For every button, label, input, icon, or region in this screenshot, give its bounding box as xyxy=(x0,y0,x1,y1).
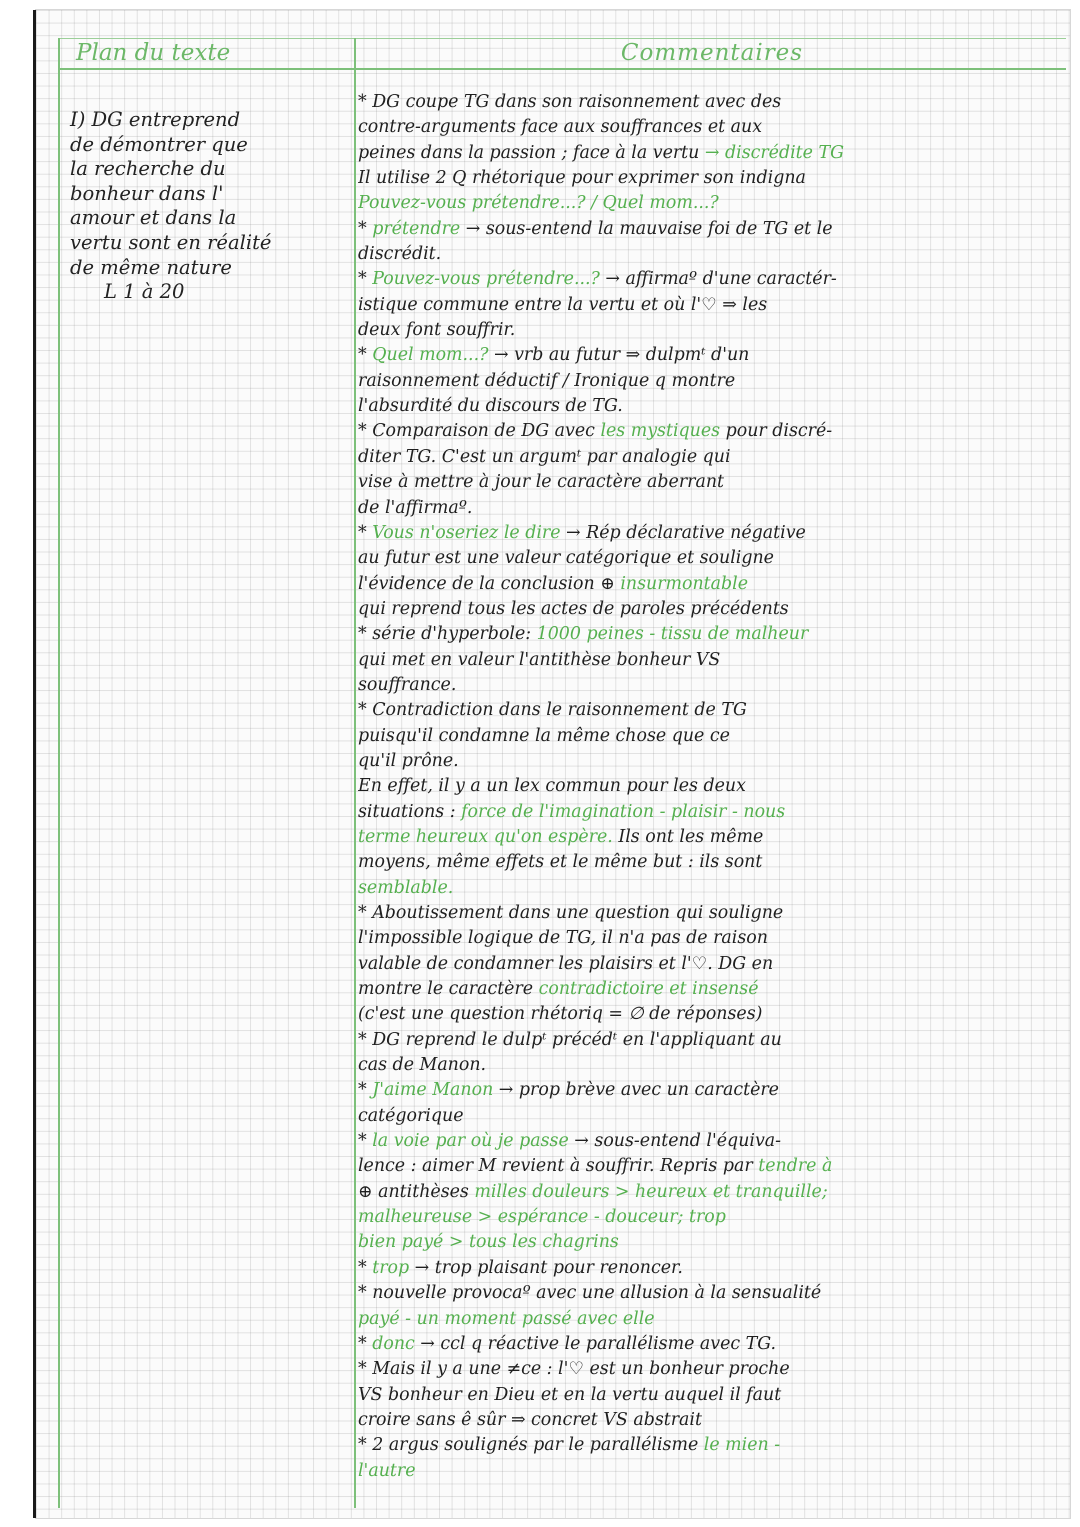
commentary-line xyxy=(358,774,1070,799)
plan-line: de démontrer que xyxy=(70,132,248,156)
commentary-text: * Contradiction dans le raisonnement de TG xyxy=(358,700,747,721)
commentary-text: raisonnement déductif / Ironique q montre xyxy=(358,370,736,391)
commentary-text: montre le caractère xyxy=(358,979,539,1000)
commentary-line xyxy=(358,343,1070,368)
commentary-line xyxy=(358,1383,1070,1408)
commentary-line xyxy=(358,698,1070,723)
commentary-text: * xyxy=(358,1131,373,1152)
commentary-line xyxy=(358,648,1070,673)
commentary-line xyxy=(358,141,1070,166)
highlighted-quote: payé - un moment passé avec elle xyxy=(358,1308,655,1329)
plan-line: vertu sont en réalité xyxy=(70,230,272,254)
highlighted-quote: J'aime Manon xyxy=(372,1080,494,1101)
highlighted-quote: Pouvez-vous prétendre...? xyxy=(372,269,600,290)
commentary-text: moyens, même effets et le même but : ils sont xyxy=(358,852,763,873)
commentary-line xyxy=(358,1307,1070,1332)
commentary-line xyxy=(358,1205,1070,1230)
highlighted-quote: 1000 peines - tissu de malheur xyxy=(536,624,809,645)
highlighted-quote: l'autre xyxy=(358,1460,416,1481)
commentary-text: * xyxy=(358,269,373,290)
commentary-text: → affirmaº d'une caractér- xyxy=(599,269,837,290)
commentary-text: pour discré- xyxy=(720,421,833,442)
commentary-line xyxy=(358,1459,1070,1484)
commentary-text: au futur est une valeur catégorique et souligne xyxy=(358,548,774,569)
commentary-text: croire sans ê sûr ⇒ concret VS abstrait xyxy=(358,1409,702,1430)
commentary-line xyxy=(358,1028,1070,1053)
commentary-text: * DG coupe TG dans son raisonnement avec des xyxy=(358,92,782,112)
commentary-line xyxy=(358,267,1070,292)
commentary-line xyxy=(358,1180,1070,1205)
commentary-line xyxy=(358,521,1070,546)
commentary-text: vise à mettre à jour le caractère aberrant xyxy=(358,472,725,493)
commentary-line xyxy=(358,318,1070,343)
commentary-column xyxy=(358,90,1070,1484)
commentary-text: qui met en valeur l'antithèse bonheur VS xyxy=(358,649,721,670)
commentary-text: catégorique xyxy=(358,1105,464,1126)
commentary-line xyxy=(358,825,1070,850)
commentary-text: * xyxy=(358,1080,373,1101)
commentary-line xyxy=(358,1154,1070,1179)
commentary-line xyxy=(358,901,1070,926)
commentary-text: * Mais il y a une ≠ce : l'♡ est un bonheur proche xyxy=(358,1359,790,1380)
commentary-line xyxy=(358,115,1070,140)
plan-line: bonheur dans l' xyxy=(70,181,224,205)
commentary-text: * DG reprend le dulpᵗ précédᵗ en l'appliquant au xyxy=(358,1029,782,1050)
commentary-text: discrédit. xyxy=(358,244,442,265)
highlighted-quote: contradictoire et insensé xyxy=(538,979,759,1000)
commentary-column-header: Commentaires xyxy=(620,40,804,66)
commentary-line xyxy=(358,1408,1070,1433)
highlighted-quote: terme heureux qu'on espère. xyxy=(358,826,613,847)
commentary-text: Il utilise 2 Q rhétorique pour exprimer son indigna xyxy=(358,168,806,189)
plan-line: de même nature xyxy=(70,255,232,279)
commentary-text: → sous-entend la mauvaise foi de TG et le xyxy=(460,218,833,239)
commentary-text: contre-arguments face aux souffrances et aux xyxy=(358,117,763,138)
commentary-line xyxy=(358,1053,1070,1078)
commentary-text: de l'affirmaº. xyxy=(358,497,473,518)
commentary-line xyxy=(358,1281,1070,1306)
commentary-line xyxy=(358,800,1070,825)
commentary-text: valable de condamner les plaisirs et l'♡. DG en xyxy=(358,953,774,974)
commentary-text: peines dans la passion ; face à la vertu xyxy=(358,142,705,163)
commentary-text: → trop plaisant pour renoncer. xyxy=(409,1257,683,1278)
commentary-line xyxy=(358,622,1070,647)
commentary-line xyxy=(358,369,1070,394)
plan-line: I) DG entreprend xyxy=(70,108,241,131)
commentary-line xyxy=(358,217,1070,242)
commentary-text: En effet, il y a un lex commun pour les deux xyxy=(358,776,746,797)
highlighted-quote: → discrédite TG xyxy=(704,142,844,163)
commentary-line xyxy=(358,419,1070,444)
commentary-text: l'absurdité du discours de TG. xyxy=(358,396,623,417)
highlighted-quote: le mien - xyxy=(703,1435,781,1456)
plan-line-range: L 1 à 20 xyxy=(104,280,185,304)
commentary-text: * Comparaison de DG avec xyxy=(358,421,601,442)
highlighted-quote: force de l'imagination - plaisir - nous xyxy=(461,801,786,822)
commentary-text: deux font souffrir. xyxy=(358,320,516,341)
commentary-line xyxy=(358,977,1070,1002)
commentary-line xyxy=(358,191,1070,216)
commentary-text: qui reprend tous les actes de paroles précédents xyxy=(358,598,789,619)
commentary-line xyxy=(358,597,1070,622)
highlighted-quote: trop xyxy=(372,1257,410,1278)
commentary-text: * xyxy=(358,218,373,239)
plan-column-header: Plan du texte xyxy=(76,40,231,66)
commentary-line xyxy=(358,1129,1070,1154)
highlighted-quote: Vous n'oseriez le dire xyxy=(372,522,561,543)
highlighted-quote: Pouvez-vous prétendre...? / Quel mom...? xyxy=(358,193,719,214)
commentary-line xyxy=(358,673,1070,698)
highlighted-quote: donc xyxy=(372,1333,415,1354)
commentary-text: l'évidence de la conclusion ⊕ xyxy=(358,573,621,594)
commentary-text: (c'est une question rhétoriq = ∅ de réponses) xyxy=(358,1004,763,1025)
highlighted-quote: les mystiques xyxy=(600,421,721,442)
commentary-line xyxy=(358,1002,1070,1027)
commentary-line xyxy=(358,1433,1070,1458)
commentary-text: diter TG. C'est un argumᵗ par analogie qui xyxy=(358,446,731,467)
margin-line xyxy=(58,38,60,1508)
commentary-text: → Rép déclarative négative xyxy=(560,522,806,543)
commentary-line xyxy=(358,1332,1070,1357)
commentary-line xyxy=(358,242,1070,267)
highlighted-quote: milles douleurs > heureux et tranquille; xyxy=(474,1181,828,1202)
commentary-text: → vrb au futur ⇒ dulpmᵗ d'un xyxy=(488,345,750,366)
highlighted-quote: semblable. xyxy=(358,877,454,898)
commentary-line xyxy=(358,749,1070,774)
commentary-text: qu'il prône. xyxy=(358,750,459,771)
commentary-text: * nouvelle provocaº avec une allusion à la sensualité xyxy=(358,1283,822,1304)
commentary-text: VS bonheur en Dieu et en la vertu auquel il faut xyxy=(358,1384,782,1405)
commentary-line xyxy=(358,1230,1070,1255)
highlighted-quote: bien payé > tous les chagrins xyxy=(358,1232,619,1253)
commentary-text: * xyxy=(358,1333,373,1354)
commentary-text: * xyxy=(358,522,373,543)
commentary-text: ⊕ antithèses xyxy=(358,1181,475,1202)
commentary-text: → prop brève avec un caractère xyxy=(493,1080,779,1101)
commentary-text: cas de Manon. xyxy=(358,1055,487,1076)
notebook-page xyxy=(36,10,1070,1518)
plan-column xyxy=(70,108,360,305)
commentary-text: istique commune entre la vertu et où l'♡ ⇒ les xyxy=(358,294,768,315)
commentary-text: puisqu'il condamne la même chose que ce xyxy=(358,725,730,746)
commentary-text: l'impossible logique de TG, il n'a pas de raison xyxy=(358,928,768,949)
commentary-text: situations : xyxy=(358,801,462,822)
highlighted-quote: tendre à xyxy=(758,1156,833,1177)
commentary-line xyxy=(358,926,1070,951)
commentary-text: * xyxy=(358,345,373,366)
commentary-text: * série d'hyperbole: xyxy=(358,624,537,645)
commentary-line xyxy=(358,293,1070,318)
commentary-text: * xyxy=(358,1257,373,1278)
commentary-line xyxy=(358,445,1070,470)
commentary-text: souffrance. xyxy=(358,674,457,695)
highlighted-quote: malheureuse > espérance - douceur; trop xyxy=(358,1207,726,1228)
commentary-line xyxy=(358,394,1070,419)
commentary-line xyxy=(358,876,1070,901)
commentary-line xyxy=(358,1104,1070,1129)
commentary-line xyxy=(358,850,1070,875)
commentary-line xyxy=(358,470,1070,495)
commentary-text: lence : aimer M revient à souffrir. Repris par xyxy=(358,1156,759,1177)
plan-line: amour et dans la xyxy=(70,206,237,230)
commentary-line xyxy=(358,572,1070,597)
commentary-text: * Aboutissement dans une question qui souligne xyxy=(358,903,784,923)
commentary-line xyxy=(358,1256,1070,1281)
commentary-line xyxy=(358,724,1070,749)
highlighted-quote: insurmontable xyxy=(620,573,749,594)
highlighted-quote: la voie par où je passe xyxy=(372,1131,569,1152)
commentary-line xyxy=(358,952,1070,977)
commentary-text: * 2 argus soulignés par le parallélisme xyxy=(358,1435,704,1456)
commentary-text: → sous-entend l'équiva- xyxy=(568,1131,782,1152)
plan-line: la recherche du xyxy=(70,157,226,181)
highlighted-quote: Quel mom...? xyxy=(372,345,489,366)
commentary-line xyxy=(358,1078,1070,1103)
highlighted-quote: prétendre xyxy=(372,218,461,239)
commentary-line xyxy=(358,546,1070,571)
commentary-line xyxy=(358,90,1070,115)
commentary-text: Ils ont les même xyxy=(612,826,764,847)
commentary-text: → ccl q réactive le parallélisme avec TG. xyxy=(414,1333,777,1354)
header-rule xyxy=(58,68,1066,70)
commentary-line xyxy=(358,496,1070,521)
commentary-line xyxy=(358,166,1070,191)
commentary-line xyxy=(358,1357,1070,1382)
